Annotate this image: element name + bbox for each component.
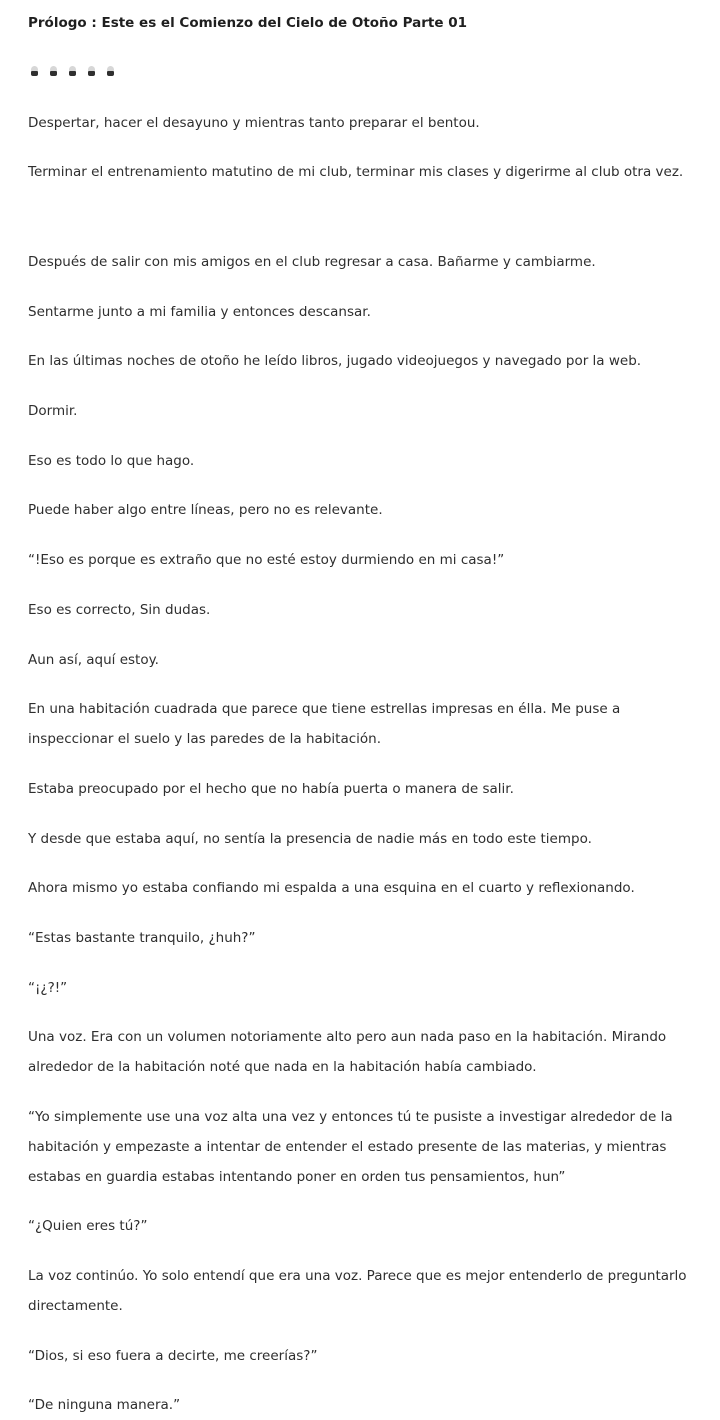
paragraph: Y desde que estaba aquí, no sentía la presencia de nadie más en todo este tiempo. [28,831,592,847]
paragraph: “!Eso es porque es extraño que no esté estoy durmiendo en mi casa!” [28,552,505,568]
separator-dot-icon [68,66,77,76]
separator-dot-icon [87,66,96,76]
paragraph: “¡¿?!” [28,980,68,996]
paragraph: Puede haber algo entre líneas, pero no es relevante. [28,502,383,518]
paragraph: Aun así, aquí estoy. [28,652,159,668]
paragraph: Eso es todo lo que hago. [28,453,195,469]
paragraph: “¿Quien eres tú?” [28,1218,148,1234]
paragraph: Sentarme junto a mi familia y entonces descansar. [28,304,371,320]
paragraph: “Dios, si eso fuera a decirte, me creerías?” [28,1348,318,1364]
paragraph: Después de salir con mis amigos en el club regresar a casa. Bañarme y cambiarme. [28,254,596,270]
paragraph: Terminar el entrenamiento matutino de mi club, terminar mis clases y digerirme al club otra vez. [28,164,684,180]
paragraph: Dormir. [28,403,78,419]
paragraph: En una habitación cuadrada que parece que tiene estrellas impresas en élla. Me puse a inspeccionar el suelo y las paredes de la habitación. [28,701,621,747]
separator-dot-icon [106,66,115,76]
paragraph: Ahora mismo yo estaba confiando mi espalda a una esquina en el cuarto y reflexionando. [28,880,635,896]
paragraph: En las últimas noches de otoño he leído libros, jugado videojuegos y navegado por la web. [28,353,642,369]
paragraph: Estaba preocupado por el hecho que no había puerta o manera de salir. [28,781,514,797]
section-separator [30,66,115,76]
paragraph: Despertar, hacer el desayuno y mientras tanto preparar el bentou. [28,115,480,131]
paragraph: “De ninguna manera.” [28,1397,181,1413]
chapter-title: Prólogo : Este es el Comienzo del Cielo de Otoño Parte 01 [28,15,468,31]
paragraph: Eso es correcto, Sin dudas. [28,602,211,618]
paragraph: “Estas bastante tranquilo, ¿huh?” [28,930,256,946]
separator-dot-icon [30,66,39,76]
paragraph: “Yo simplemente use una voz alta una vez y entonces tú te pusiste a investigar alrededor de la habitación y empezaste a intentar de entender el estado presente de las materias, y mientras estabas en guardia estabas intentando poner en orden tus pensamientos, hun” [28,1109,673,1185]
paragraph: Una voz. Era con un volumen notoriamente alto pero aun nada paso en la habitación. Mirando alrededor de la habitación noté que nada en la habitación había cambiado. [28,1029,667,1075]
paragraph: La voz continúo. Yo solo entendí que era una voz. Parece que es mejor entenderlo de preguntarlo directamente. [28,1268,687,1314]
separator-dot-icon [49,66,58,76]
